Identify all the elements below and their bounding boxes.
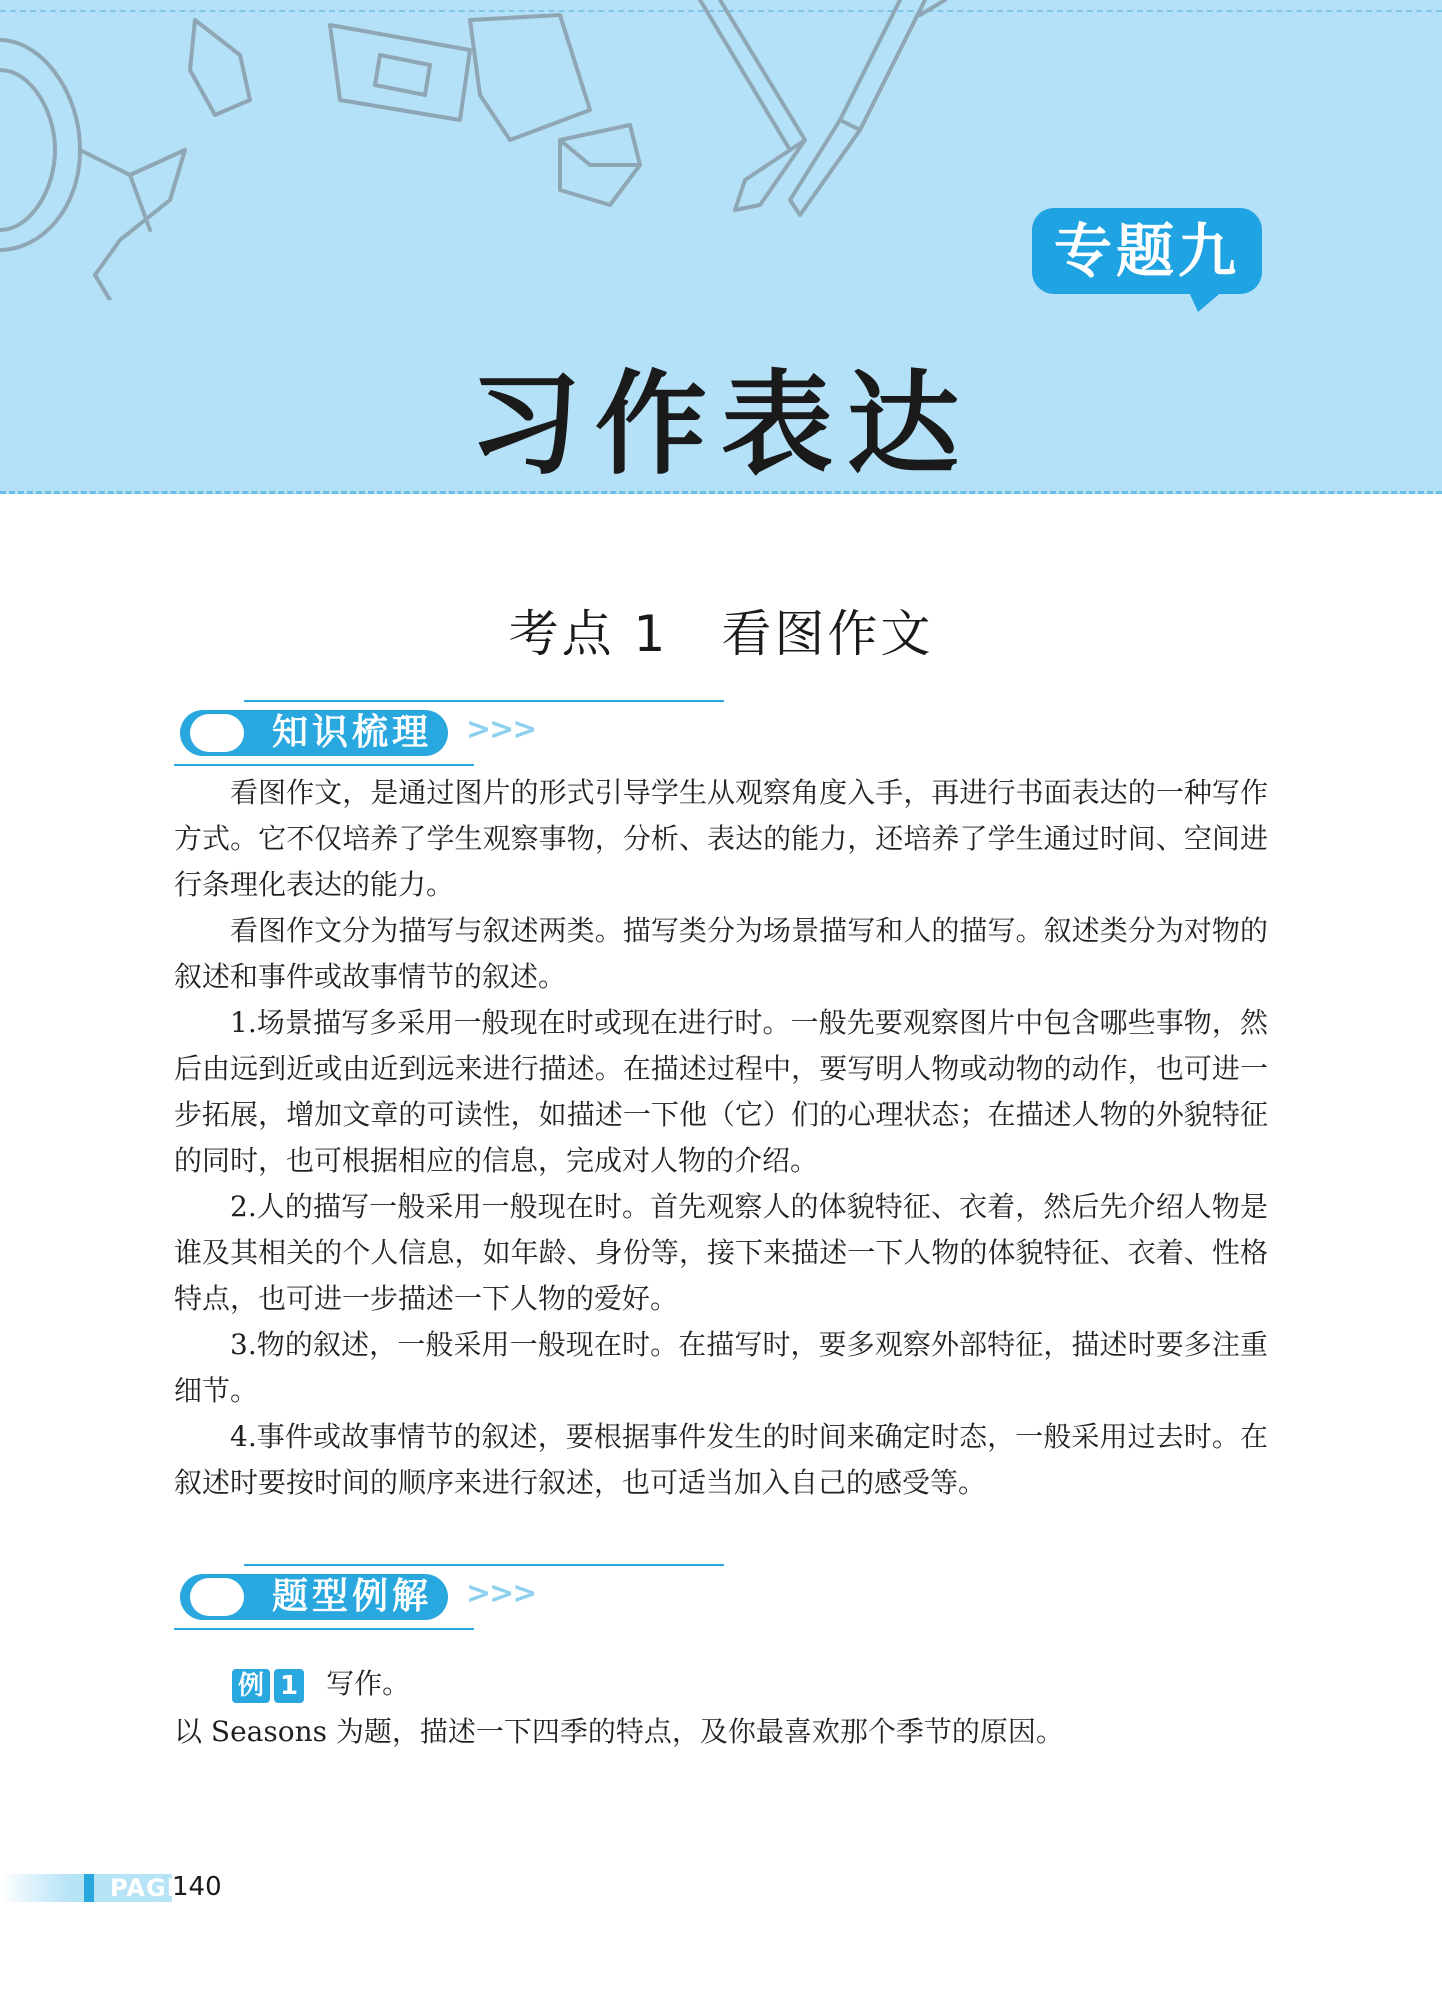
topic-badge: 专题九 [1032, 208, 1262, 294]
paragraph: 看图作文，是通过图片的形式引导学生从观察角度入手，再进行书面表达的一种写作方式。它不仅培养了学生观察事物，分析、表达的能力，还培养了学生通过时间、空间进行条理化表达的能力。 [174, 776, 1268, 901]
chevrons-right-icon: >>> [466, 712, 536, 747]
knowledge-body [174, 770, 1268, 1506]
book-icon [190, 1578, 244, 1616]
example-header [232, 1660, 1272, 1708]
example-1 [174, 1660, 1272, 1756]
section-title: 考点 1 看图作文 [508, 605, 934, 663]
footer-page-label: PAGE [110, 1874, 185, 1902]
tag-label: 知识梳理 [272, 712, 433, 753]
tag-pill [180, 710, 448, 756]
example-label: 写作。 [326, 1667, 411, 1700]
page-number: 140 [172, 1872, 222, 1902]
tag-pill [180, 1574, 448, 1620]
tag-line [244, 700, 724, 702]
book-icon [190, 714, 244, 752]
tag-label: 题型例解 [272, 1576, 433, 1617]
paragraph: 2.人的描写一般采用一般现在时。首先观察人的体貌特征、衣着，然后先介绍人物是谁及其相关的个人信息，如年龄、身份等，接下来描述一下人物的体貌特征、衣着、性格特点，也可进一步描述一下人物的爱好。 [174, 1190, 1268, 1315]
chapter-header [0, 0, 1442, 494]
footer-marker [84, 1874, 94, 1902]
topic-badge-tail [1188, 290, 1224, 312]
example-badge-number: 1 [274, 1669, 304, 1703]
paragraph: 看图作文分为描写与叙述两类。描写类分为场景描写和人的描写。叙述类分为对物的叙述和事件或故事情节的叙述。 [174, 914, 1268, 993]
tag-line [174, 764, 474, 766]
tag-line [244, 1564, 724, 1566]
example-badge [232, 1669, 304, 1703]
chevrons-right-icon: >>> [466, 1576, 536, 1611]
tag-line [174, 1628, 474, 1630]
chapter-title: 习作表达 [469, 360, 973, 490]
example-badge-word: 例 [232, 1669, 270, 1703]
stationery-sketch-illustration [0, 0, 1000, 300]
example-prompt: 以 Seasons 为题，描述一下四季的特点，及你最喜欢那个季节的原因。 [174, 1715, 1064, 1748]
examples-section-tag [174, 1564, 554, 1628]
paragraph: 3.物的叙述，一般采用一般现在时。在描写时，要多观察外部特征，描述时要多注重细节。 [174, 1328, 1268, 1407]
knowledge-section-tag [174, 700, 554, 764]
paragraph: 4.事件或故事情节的叙述，要根据事件发生的时间来确定时态，一般采用过去时。在叙述时要按时间的顺序来进行叙述，也可适当加入自己的感受等。 [174, 1420, 1268, 1499]
paragraph: 1.场景描写多采用一般现在时或现在进行时。一般先要观察图片中包含哪些事物，然后由远到近或由近到远来进行描述。在描述过程中，要写明人物或动物的动作，也可进一步拓展，增加文章的可读性，如描述一下他（它）们的心理状态；在描述人物的外貌特征的同时，也可根据相应的信息，完成对人物的介绍。 [174, 1006, 1268, 1177]
